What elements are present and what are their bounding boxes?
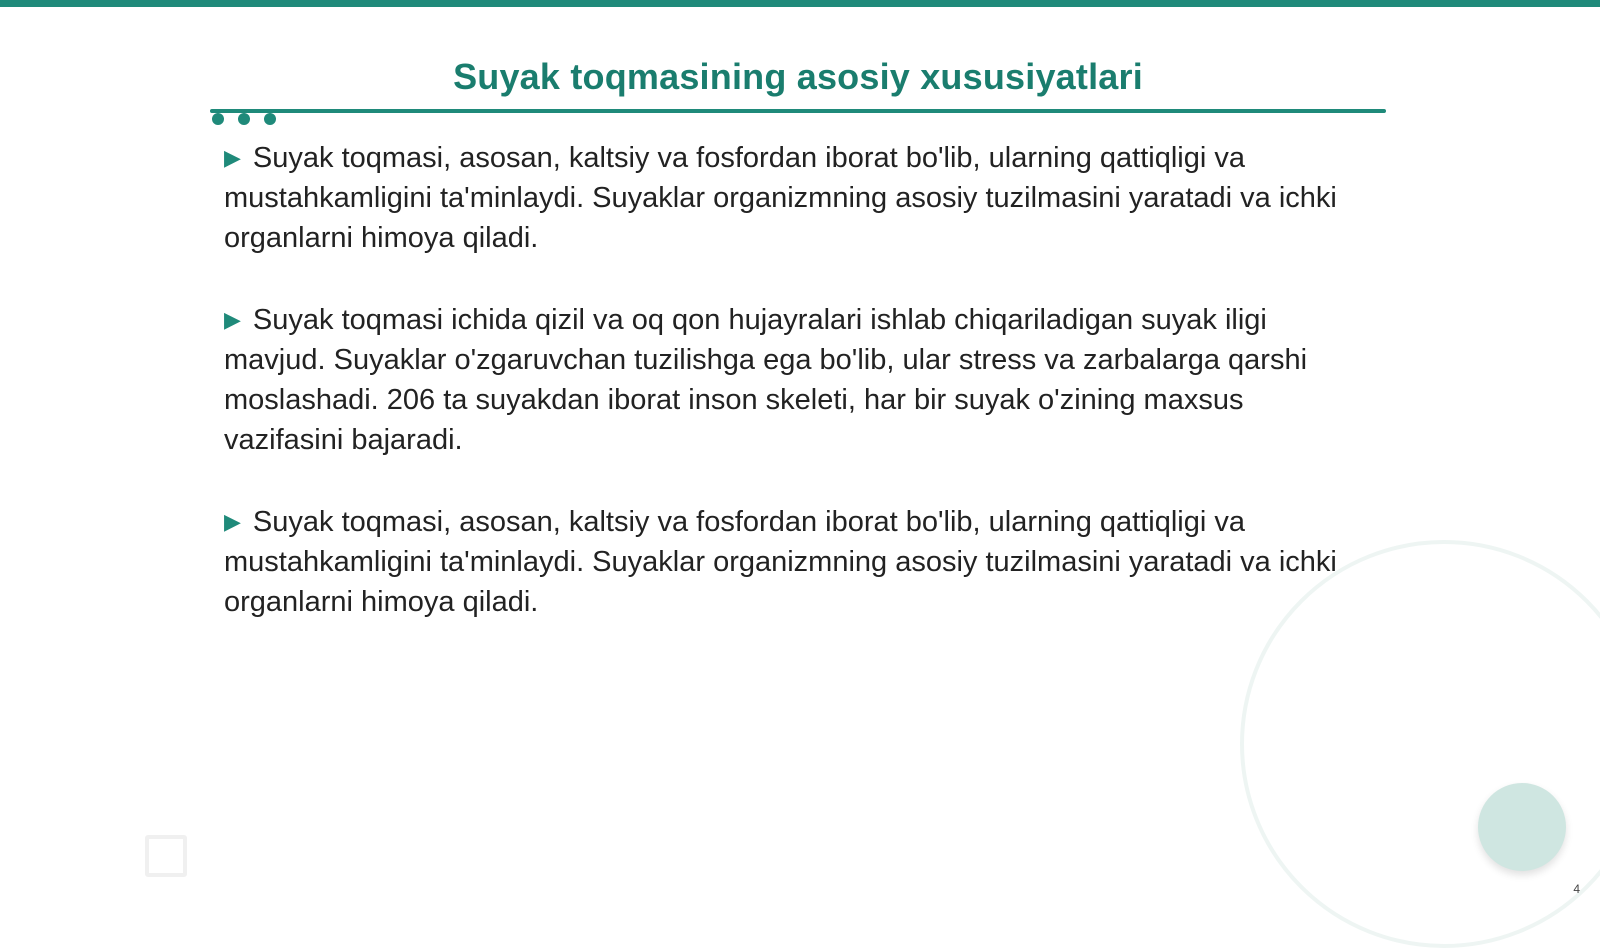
triangle-bullet-icon: ▶ <box>224 307 241 332</box>
triangle-bullet-icon: ▶ <box>224 145 241 170</box>
bullet-item <box>224 138 1364 258</box>
bullet-list <box>224 138 1364 664</box>
bullet-item <box>224 300 1364 460</box>
bullet-text: Suyak toqmasi, asosan, kaltsiy va fosfordan iborat bo'lib, ularning qattiqligi va mustahkamligini ta'minlaydi. Suyaklar organizmning asosiy tuzilmasini yaratadi va ichki organlarni himoya qiladi. <box>224 506 1337 618</box>
title-underline <box>210 109 1386 113</box>
bullet-text: Suyak toqmasi, asosan, kaltsiy va fosfordan iborat bo'lib, ularning qattiqligi va mustahkamligini ta'minlaydi. Suyaklar organizmning asosiy tuzilmasini yaratadi va ichki organlarni himoya qiladi. <box>224 142 1337 254</box>
slide-title: Suyak toqmasining asosiy xususiyatlari <box>453 56 1143 97</box>
decor-dot <box>264 113 276 125</box>
decor-circle <box>1478 783 1566 871</box>
page-number: 4 <box>1573 882 1580 896</box>
top-accent-bar <box>0 0 1600 7</box>
decor-dot <box>212 113 224 125</box>
decor-dot <box>238 113 250 125</box>
decor-square <box>145 835 187 877</box>
triangle-bullet-icon: ▶ <box>224 509 241 534</box>
bullet-item <box>224 502 1364 622</box>
bullet-text: Suyak toqmasi ichida qizil va oq qon hujayralari ishlab chiqariladigan suyak iligi mavjud. Suyaklar o'zgaruvchan tuzilishga ega bo'lib, ular stress va zarbalarga qarshi moslashadi. 206 ta suyakdan iborat inson skeleti, har bir suyak o'zining maxsus vazifasini bajaradi. <box>224 304 1308 456</box>
